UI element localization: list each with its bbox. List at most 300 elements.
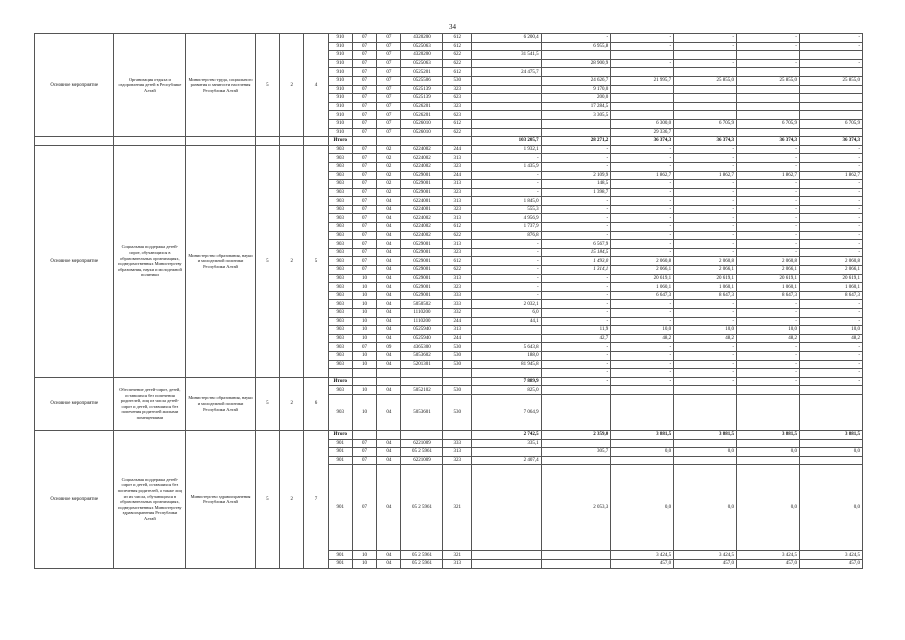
amount-cell: - — [799, 343, 862, 352]
amount-cell — [541, 551, 611, 560]
amount-cell: 1 435,9 — [472, 162, 542, 171]
code-cell: 10 — [352, 394, 376, 430]
amount-cell: - — [737, 162, 800, 171]
code-cell: 07 — [377, 51, 401, 60]
code-cell: 05 2 5961 — [401, 465, 443, 551]
budget-table — [34, 33, 863, 569]
amount-cell: - — [611, 309, 674, 318]
amount-cell: - — [799, 205, 862, 214]
code-cell: 910 — [328, 85, 352, 94]
amount-cell: 11,9 — [541, 326, 611, 335]
section-agency: Министерство образования, науки и молодежной политики Республики Алтай — [186, 377, 256, 430]
amount-cell: - — [674, 300, 737, 309]
amount-cell: 1 862,7 — [737, 171, 800, 180]
total-amount: 3 881,5 — [799, 430, 862, 439]
code-cell: 07 — [377, 59, 401, 68]
amount-cell: 3 424,5 — [674, 551, 737, 560]
amount-cell: 2 032,1 — [472, 300, 542, 309]
amount-cell — [611, 94, 674, 103]
code-cell: 04 — [377, 456, 401, 465]
code-cell: 04 — [377, 351, 401, 360]
amount-cell — [799, 111, 862, 120]
code-cell: 323 — [443, 248, 472, 257]
code-cell: 0525063 — [401, 42, 443, 51]
code-cell: 07 — [377, 76, 401, 85]
amount-cell — [674, 456, 737, 465]
section-label: Основное мероприятие — [35, 145, 114, 377]
amount-cell: - — [611, 145, 674, 154]
code-cell: 313 — [443, 274, 472, 283]
amount-cell: - — [799, 240, 862, 249]
code-cell: 903 — [328, 291, 352, 300]
code-cell: 903 — [328, 317, 352, 326]
amount-cell: - — [799, 59, 862, 68]
program-code: 5 — [255, 34, 279, 137]
amount-cell: 2 060,8 — [674, 257, 737, 266]
code-cell: 910 — [328, 59, 352, 68]
code-cell: 910 — [328, 102, 352, 111]
amount-cell: 17 284,5 — [541, 102, 611, 111]
amount-cell: - — [737, 59, 800, 68]
amount-cell — [674, 386, 737, 395]
amount-cell — [541, 386, 611, 395]
code-cell: 903 — [328, 205, 352, 214]
description-cell — [114, 137, 186, 146]
code-cell: 1110200 — [401, 317, 443, 326]
amount-cell — [541, 439, 611, 448]
amount-cell: 28 900,9 — [541, 59, 611, 68]
amount-cell: 1 398,7 — [541, 188, 611, 197]
code-cell: 903 — [328, 351, 352, 360]
amount-cell: - — [472, 274, 542, 283]
code-cell: 07 — [352, 343, 376, 352]
code-cell: 0529001 — [401, 171, 443, 180]
code-cell: 07 — [352, 162, 376, 171]
code-cell — [352, 430, 376, 439]
amount-cell: - — [611, 162, 674, 171]
amount-cell: 25 855,0 — [674, 76, 737, 85]
amount-cell — [472, 42, 542, 51]
total-amount: 3 881,5 — [737, 430, 800, 439]
amount-cell: - — [799, 145, 862, 154]
code-cell: 07 — [352, 128, 376, 137]
code-cell: 333 — [443, 439, 472, 448]
program-code: 4 — [304, 34, 328, 137]
code-cell: 04 — [377, 197, 401, 206]
amount-cell — [674, 394, 737, 430]
amount-cell: - — [799, 351, 862, 360]
amount-cell: 457,0 — [799, 559, 862, 568]
amount-cell: 1 862,7 — [611, 171, 674, 180]
amount-cell: - — [472, 248, 542, 257]
code-cell: 07 — [352, 439, 376, 448]
section-description: Социальная поддержка детей-сирот, обучающихся в образовательных организациях, подведомственных Министерству образования, науки и молодежной политики — [114, 145, 186, 377]
code-cell: 4320200 — [401, 34, 443, 43]
amount-cell: - — [541, 162, 611, 171]
amount-cell: - — [541, 231, 611, 240]
code-cell — [352, 137, 376, 146]
total-amount: 3 881,5 — [611, 430, 674, 439]
program-code: 5 — [304, 145, 328, 377]
code-cell: 02 — [377, 171, 401, 180]
code-cell: 4320200 — [401, 51, 443, 60]
amount-cell — [611, 394, 674, 430]
code-cell: 6224001 — [401, 197, 443, 206]
code-cell: 0525201 — [401, 68, 443, 77]
code-cell: 530 — [443, 343, 472, 352]
amount-cell: 2 060,8 — [799, 257, 862, 266]
amount-cell: - — [799, 300, 862, 309]
amount-cell: 6 200,4 — [472, 34, 542, 43]
amount-cell: 0,0 — [799, 465, 862, 551]
code-cell — [401, 430, 443, 439]
amount-cell: 8 647,3 — [799, 291, 862, 300]
amount-cell: 876,8 — [472, 231, 542, 240]
amount-cell: - — [799, 197, 862, 206]
code-cell — [304, 137, 328, 146]
code-cell: 09 — [377, 343, 401, 352]
amount-cell: - — [674, 197, 737, 206]
amount-cell — [737, 439, 800, 448]
code-cell: 323 — [443, 456, 472, 465]
amount-cell: 2 066,1 — [799, 266, 862, 275]
code-cell: 0529001 — [401, 240, 443, 249]
code-cell: 07 — [352, 448, 376, 457]
amount-cell: 48,2 — [737, 334, 800, 343]
amount-cell: - — [472, 154, 542, 163]
amount-cell: - — [737, 223, 800, 232]
amount-cell: - — [674, 223, 737, 232]
code-cell: 07 — [352, 68, 376, 77]
code-cell: 244 — [443, 145, 472, 154]
code-cell: 04 — [377, 223, 401, 232]
amount-cell: - — [737, 197, 800, 206]
code-cell: 0529001 — [401, 248, 443, 257]
amount-cell: - — [541, 154, 611, 163]
code-cell: 333 — [443, 300, 472, 309]
code-cell: 903 — [328, 240, 352, 249]
code-cell: 10 — [352, 351, 376, 360]
code-cell: 0526010 — [401, 119, 443, 128]
amount-cell: - — [799, 162, 862, 171]
code-cell: 04 — [377, 205, 401, 214]
code-cell: 313 — [443, 240, 472, 249]
code-cell: 07 — [352, 231, 376, 240]
amount-cell: 3 305,5 — [541, 111, 611, 120]
code-cell: 10 — [352, 274, 376, 283]
code-cell: 04 — [377, 300, 401, 309]
amount-cell: 29 336,7 — [611, 128, 674, 137]
amount-cell: 0,0 — [611, 448, 674, 457]
code-cell: 612 — [443, 223, 472, 232]
code-cell: 07 — [352, 111, 376, 120]
code-cell: 0525139 — [401, 94, 443, 103]
code-cell: 901 — [328, 439, 352, 448]
amount-cell: 25 855,0 — [737, 76, 800, 85]
amount-cell: 1 845,0 — [472, 197, 542, 206]
code-cell: 612 — [443, 42, 472, 51]
code-cell: 903 — [328, 223, 352, 232]
code-cell: 903 — [328, 343, 352, 352]
amount-cell — [737, 85, 800, 94]
amount-cell: 44,1 — [472, 317, 542, 326]
amount-cell: - — [541, 343, 611, 352]
code-cell: 323 — [443, 162, 472, 171]
amount-cell — [799, 51, 862, 60]
code-cell — [443, 377, 472, 386]
amount-cell: 5 643,8 — [472, 343, 542, 352]
code-cell: 321 — [443, 465, 472, 551]
amount-cell: 457,0 — [737, 559, 800, 568]
amount-cell: - — [799, 369, 862, 378]
amount-cell — [674, 128, 737, 137]
amount-cell — [472, 448, 542, 457]
code-cell: 04 — [377, 231, 401, 240]
code-cell: 10 — [352, 300, 376, 309]
amount-cell: 20 619,1 — [611, 274, 674, 283]
code-cell: 612 — [443, 34, 472, 43]
amount-cell: 148,5 — [541, 180, 611, 189]
code-cell: 07 — [377, 128, 401, 137]
amount-cell — [611, 386, 674, 395]
total-amount: 2 742,5 — [472, 430, 542, 439]
program-code: 7 — [304, 430, 328, 568]
amount-cell: 0,0 — [737, 465, 800, 551]
code-cell: 903 — [328, 326, 352, 335]
code-cell: 07 — [352, 180, 376, 189]
amount-cell: - — [611, 317, 674, 326]
code-cell: 07 — [352, 248, 376, 257]
code-cell: 530 — [443, 76, 472, 85]
amount-cell: - — [674, 231, 737, 240]
total-amount: - — [674, 377, 737, 386]
amount-cell: - — [737, 343, 800, 352]
code-cell: 07 — [352, 59, 376, 68]
code-cell — [328, 369, 352, 378]
amount-cell: - — [611, 360, 674, 369]
code-cell: 903 — [328, 248, 352, 257]
code-cell: 07 — [352, 205, 376, 214]
code-cell: 903 — [328, 386, 352, 395]
amount-cell — [541, 119, 611, 128]
code-cell: 10 — [352, 326, 376, 335]
code-cell: 0529001 — [401, 180, 443, 189]
amount-cell: - — [799, 180, 862, 189]
section-description: Обеспечение детей-сирот, детей, оставшихся без попечения родителей, лиц из числа детей-сирот и детей, оставшихся без попечения родителей жилыми помещениями — [114, 377, 186, 430]
amount-cell — [611, 111, 674, 120]
code-cell: 10 — [352, 283, 376, 292]
code-cell: 910 — [328, 111, 352, 120]
amount-cell: 3 424,5 — [611, 551, 674, 560]
code-cell: 903 — [328, 394, 352, 430]
amount-cell: - — [541, 145, 611, 154]
amount-cell: 457,0 — [674, 559, 737, 568]
program-code: 2 — [280, 145, 304, 377]
code-cell: 5053601 — [401, 394, 443, 430]
code-cell: 5053602 — [401, 351, 443, 360]
code-cell — [377, 377, 401, 386]
code-cell: 244 — [443, 317, 472, 326]
amount-cell: - — [737, 214, 800, 223]
section-agency: Министерство здравоохранения Республики Алтай — [186, 430, 256, 568]
amount-cell — [541, 128, 611, 137]
code-cell: 07 — [352, 145, 376, 154]
code-cell: 07 — [352, 102, 376, 111]
amount-cell — [799, 456, 862, 465]
amount-cell: - — [799, 309, 862, 318]
table-row — [35, 145, 863, 154]
amount-cell: - — [611, 197, 674, 206]
amount-cell: 48,2 — [799, 334, 862, 343]
amount-cell — [541, 394, 611, 430]
amount-cell: - — [472, 257, 542, 266]
code-cell: 04 — [377, 274, 401, 283]
code-cell: 04 — [377, 551, 401, 560]
amount-cell: - — [541, 291, 611, 300]
amount-cell: - — [737, 300, 800, 309]
amount-cell: 2 060,8 — [737, 257, 800, 266]
code-cell: 1110200 — [401, 309, 443, 318]
amount-cell: 2 407,4 — [472, 456, 542, 465]
code-cell: 07 — [352, 214, 376, 223]
code-cell: 622 — [443, 266, 472, 275]
code-cell: 0529001 — [401, 188, 443, 197]
amount-cell: - — [737, 188, 800, 197]
code-cell: 5050502 — [401, 300, 443, 309]
amount-cell: - — [611, 42, 674, 51]
code-cell: 04 — [377, 309, 401, 318]
code-cell — [401, 137, 443, 146]
amount-cell: - — [611, 231, 674, 240]
amount-cell: - — [541, 317, 611, 326]
code-cell: 04 — [377, 559, 401, 568]
amount-cell: 20 619,1 — [674, 274, 737, 283]
amount-cell — [541, 559, 611, 568]
amount-cell — [674, 439, 737, 448]
code-cell: 530 — [443, 394, 472, 430]
amount-cell: - — [541, 205, 611, 214]
amount-cell: 1 060,1 — [799, 283, 862, 292]
code-cell: 07 — [377, 85, 401, 94]
amount-cell: - — [611, 180, 674, 189]
amount-cell — [472, 128, 542, 137]
amount-cell: 1 862,7 — [674, 171, 737, 180]
amount-cell: 3 424,5 — [737, 551, 800, 560]
amount-cell: - — [799, 188, 862, 197]
amount-cell: 1 060,1 — [611, 283, 674, 292]
code-cell: 07 — [352, 42, 376, 51]
code-cell: 07 — [352, 257, 376, 266]
amount-cell: 8 647,3 — [737, 291, 800, 300]
code-cell: 910 — [328, 51, 352, 60]
amount-cell: 2 109,9 — [541, 171, 611, 180]
program-code: 5 — [255, 145, 279, 377]
code-cell: 901 — [328, 551, 352, 560]
code-cell: 02 — [377, 162, 401, 171]
amount-cell: 6 300,0 — [611, 119, 674, 128]
code-cell: 323 — [443, 205, 472, 214]
amount-cell: - — [541, 274, 611, 283]
amount-cell: - — [472, 180, 542, 189]
code-cell: 02 — [377, 180, 401, 189]
section-label: Основное мероприятие — [35, 34, 114, 137]
code-cell — [443, 137, 472, 146]
code-cell: 903 — [328, 214, 352, 223]
amount-cell: - — [674, 154, 737, 163]
amount-cell — [799, 128, 862, 137]
code-cell: 05 2 5961 — [401, 448, 443, 457]
amount-cell: 10,0 — [737, 326, 800, 335]
code-cell: 332 — [443, 309, 472, 318]
code-cell: 5052102 — [401, 386, 443, 395]
code-cell: 910 — [328, 94, 352, 103]
amount-cell: 0,0 — [799, 448, 862, 457]
amount-cell: 555,3 — [472, 205, 542, 214]
code-cell: 622 — [443, 128, 472, 137]
amount-cell: - — [737, 42, 800, 51]
section-agency: Министерство образования, науки и молодежной политики Республики Алтай — [186, 145, 256, 377]
amount-cell: - — [674, 351, 737, 360]
code-cell — [377, 430, 401, 439]
code-cell: 323 — [443, 102, 472, 111]
amount-cell: 0,0 — [674, 465, 737, 551]
code-cell — [255, 137, 279, 146]
code-cell: 04 — [377, 248, 401, 257]
code-cell: 04 — [377, 291, 401, 300]
amount-cell: - — [611, 59, 674, 68]
amount-cell: 21 995,7 — [611, 76, 674, 85]
code-cell: 07 — [352, 94, 376, 103]
amount-cell: 20 619,1 — [799, 274, 862, 283]
amount-cell: - — [541, 197, 611, 206]
code-cell: 05 2 5961 — [401, 559, 443, 568]
amount-cell — [611, 456, 674, 465]
amount-cell: - — [799, 360, 862, 369]
code-cell: 313 — [443, 326, 472, 335]
amount-cell: - — [737, 240, 800, 249]
code-cell: 903 — [328, 154, 352, 163]
code-cell: 6221009 — [401, 456, 443, 465]
amount-cell: - — [611, 369, 674, 378]
code-cell: 0529001 — [401, 266, 443, 275]
section-description: Организация отдыха и оздоровления детей в Республике Алтай — [114, 34, 186, 137]
amount-cell: - — [472, 291, 542, 300]
amount-cell: - — [737, 309, 800, 318]
amount-cell: - — [674, 145, 737, 154]
code-cell: 0525940 — [401, 326, 443, 335]
amount-cell: - — [541, 223, 611, 232]
total-amount: 36 374,3 — [674, 137, 737, 146]
code-cell: 313 — [443, 180, 472, 189]
amount-cell: - — [737, 360, 800, 369]
code-cell: 6224002 — [401, 223, 443, 232]
amount-cell: 6 705,9 — [799, 119, 862, 128]
amount-cell: - — [541, 283, 611, 292]
total-row — [35, 430, 863, 439]
amount-cell: 335,1 — [472, 439, 542, 448]
total-amount: - — [541, 377, 611, 386]
amount-cell — [799, 85, 862, 94]
code-cell: 244 — [443, 334, 472, 343]
amount-cell: - — [737, 34, 800, 43]
code-cell: 07 — [377, 68, 401, 77]
amount-cell: - — [799, 34, 862, 43]
code-cell: 10 — [352, 360, 376, 369]
code-cell: 903 — [328, 180, 352, 189]
amount-cell: - — [541, 34, 611, 43]
code-cell — [352, 369, 376, 378]
code-cell — [352, 377, 376, 386]
